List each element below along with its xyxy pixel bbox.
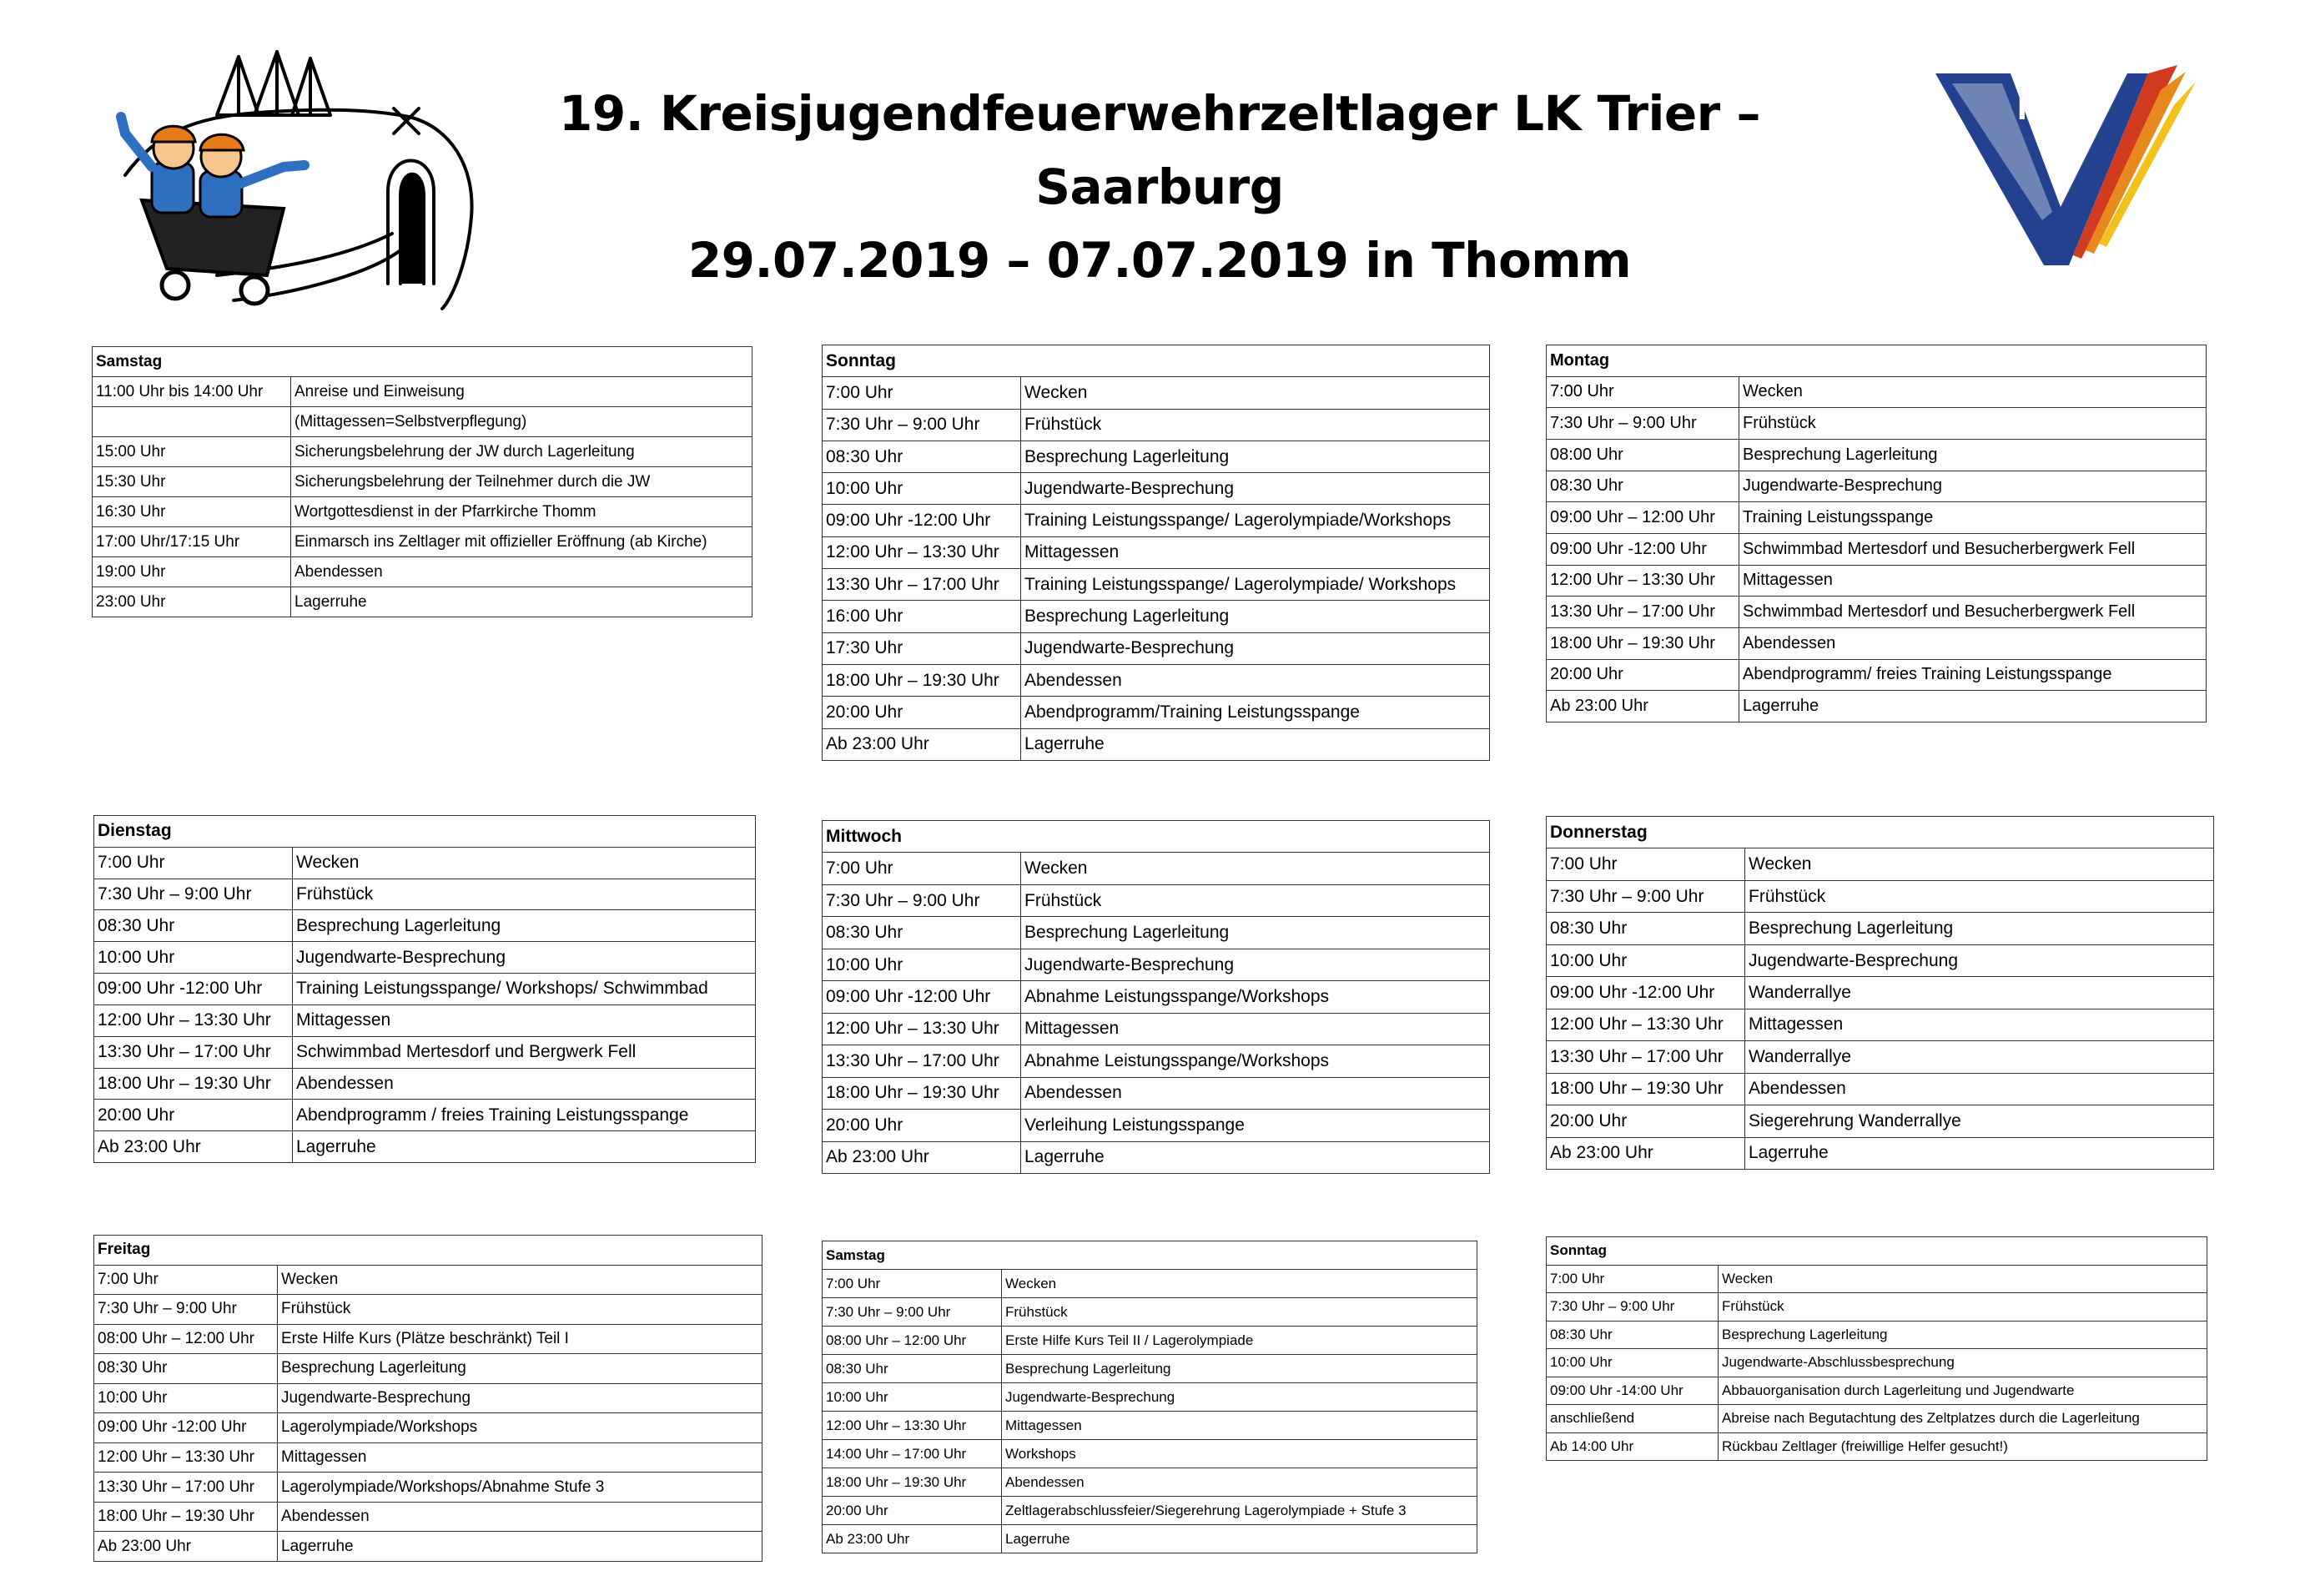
time-cell: 10:00 Uhr (823, 473, 1021, 505)
table-row (823, 1110, 1490, 1141)
time-cell: 08:30 Uhr (823, 1355, 1002, 1383)
table-row (823, 536, 1490, 568)
table-row (1547, 977, 2214, 1009)
day-header-row (94, 816, 756, 848)
table-row (823, 1383, 1477, 1412)
table-row (823, 473, 1490, 505)
table-row (823, 917, 1490, 949)
table-row (1547, 597, 2207, 628)
time-cell: 15:00 Uhr (93, 437, 291, 467)
table-row (1547, 1377, 2207, 1405)
table-row (93, 497, 752, 527)
time-cell: 12:00 Uhr – 13:30 Uhr (1547, 565, 1739, 597)
activity-cell: Abendessen (1002, 1468, 1477, 1497)
activity-cell: Frühstück (293, 879, 756, 910)
title-line-2: 29.07.2019 – 07.07.2019 in Thomm (687, 232, 1632, 289)
table-row (823, 1013, 1490, 1045)
table-row (94, 1036, 756, 1068)
time-cell: 09:00 Uhr -14:00 Uhr (1547, 1377, 1719, 1405)
activity-cell: Wecken (293, 847, 756, 879)
table-row (94, 1100, 756, 1131)
time-cell: 20:00 Uhr (823, 1110, 1021, 1141)
time-cell: 7:30 Uhr – 9:00 Uhr (1547, 408, 1739, 440)
activity-cell: Lagerruhe (1021, 1141, 1490, 1173)
table-row (823, 664, 1490, 696)
activity-cell: Jugendwarte-Besprechung (1021, 632, 1490, 664)
activity-cell: Training Leistungsspange/ Lagerolympiade/Workshops (1021, 505, 1490, 536)
schedule-dienstag (93, 815, 756, 1163)
activity-cell: Wecken (1021, 377, 1490, 409)
table-row (94, 942, 756, 974)
table-row (823, 441, 1490, 472)
time-cell: 08:30 Uhr (94, 1354, 278, 1384)
table-row (1547, 533, 2207, 565)
table-row (94, 847, 756, 879)
time-cell: 12:00 Uhr – 13:30 Uhr (1547, 1009, 1745, 1040)
table-row (94, 1442, 762, 1473)
table-row (94, 910, 756, 942)
time-cell: 7:30 Uhr – 9:00 Uhr (823, 409, 1021, 441)
activity-cell: Besprechung Lagerleitung (293, 910, 756, 942)
activity-cell: Abendessen (1021, 1077, 1490, 1109)
schedule-sonntag-2 (1546, 1236, 2207, 1461)
table-row (93, 527, 752, 557)
time-cell: 20:00 Uhr (94, 1100, 293, 1131)
table-row (823, 1525, 1477, 1553)
table-row (1547, 1432, 2207, 1461)
time-cell: 08:30 Uhr (823, 441, 1021, 472)
day-name: Donnerstag (1547, 817, 2214, 848)
activity-cell: Besprechung Lagerleitung (278, 1354, 762, 1384)
table-row (1547, 1405, 2207, 1433)
time-cell: 08:30 Uhr (1547, 471, 1739, 502)
time-cell: 13:30 Uhr – 17:00 Uhr (823, 1045, 1021, 1077)
activity-cell: Besprechung Lagerleitung (1719, 1321, 2207, 1349)
schedule-montag (1546, 345, 2207, 722)
day-header-row (93, 347, 752, 377)
time-cell: 17:00 Uhr/17:15 Uhr (93, 527, 291, 557)
time-cell: 09:00 Uhr -12:00 Uhr (823, 981, 1021, 1013)
time-cell: 12:00 Uhr – 13:30 Uhr (94, 1442, 278, 1473)
activity-cell: Training Leistungsspange (1739, 502, 2207, 534)
activity-cell: Mittagessen (1021, 536, 1490, 568)
table-row (823, 1327, 1477, 1355)
table-row (1547, 659, 2207, 691)
time-cell: 18:00 Uhr – 19:30 Uhr (1547, 1073, 1745, 1105)
table-row (1547, 1293, 2207, 1322)
table-row (94, 974, 756, 1005)
table-row (823, 1440, 1477, 1468)
schedule-samstag-1 (92, 346, 752, 617)
activity-cell: Abendessen (291, 557, 752, 587)
time-cell: 12:00 Uhr – 13:30 Uhr (94, 1004, 293, 1036)
activity-cell: Abnahme Leistungsspange/Workshops (1021, 1045, 1490, 1077)
table-row (823, 1497, 1477, 1525)
table-row (1547, 627, 2207, 659)
table-row (1547, 376, 2207, 408)
table-row (94, 1004, 756, 1036)
activity-cell: Jugendwarte-Abschlussbesprechung (1719, 1349, 2207, 1377)
day-name: Samstag (93, 347, 752, 377)
time-cell: 18:00 Uhr – 19:30 Uhr (823, 1077, 1021, 1109)
activity-cell: Wecken (1719, 1265, 2207, 1293)
table-row (94, 1532, 762, 1562)
time-cell: 12:00 Uhr – 13:30 Uhr (823, 536, 1021, 568)
activity-cell: Wecken (1739, 376, 2207, 408)
table-row (1547, 1137, 2214, 1169)
activity-cell: Lagerruhe (1745, 1137, 2214, 1169)
time-cell: 08:00 Uhr (1547, 439, 1739, 471)
activity-cell: Erste Hilfe Kurs Teil II / Lagerolympiade (1002, 1327, 1477, 1355)
activity-cell: Wecken (1002, 1270, 1477, 1298)
time-cell: 7:00 Uhr (823, 377, 1021, 409)
schedule-sonntag-1 (822, 345, 1490, 761)
day-name: Freitag (94, 1236, 762, 1266)
table-row (93, 377, 752, 407)
time-cell: 18:00 Uhr – 19:30 Uhr (823, 664, 1021, 696)
time-cell: 23:00 Uhr (93, 587, 291, 617)
activity-cell: Abendessen (278, 1502, 762, 1532)
activity-cell: Sicherungsbelehrung der JW durch Lagerleitung (291, 437, 752, 467)
activity-cell: Erste Hilfe Kurs (Plätze beschränkt) Teil I (278, 1324, 762, 1354)
activity-cell: Frühstück (1745, 880, 2214, 912)
time-cell: 09:00 Uhr -12:00 Uhr (1547, 533, 1739, 565)
kjf-logo (1935, 65, 2202, 265)
table-row (823, 601, 1490, 632)
time-cell: 08:30 Uhr (94, 910, 293, 942)
time-cell: 18:00 Uhr – 19:30 Uhr (823, 1468, 1002, 1497)
table-row (94, 1383, 762, 1413)
table-row (823, 1077, 1490, 1109)
page-title (450, 77, 1869, 297)
time-cell: 13:30 Uhr – 17:00 Uhr (1547, 1041, 1745, 1073)
time-cell: 20:00 Uhr (1547, 1105, 1745, 1137)
table-row (1547, 1349, 2207, 1377)
activity-cell: Jugendwarte-Besprechung (278, 1383, 762, 1413)
day-header-row (823, 345, 1490, 377)
activity-cell: Wanderrallye (1745, 1041, 2214, 1073)
time-cell: 18:00 Uhr – 19:30 Uhr (1547, 627, 1739, 659)
time-cell: 18:00 Uhr – 19:30 Uhr (94, 1502, 278, 1532)
time-cell: Ab 23:00 Uhr (823, 728, 1021, 760)
activity-cell: Zeltlagerabschlussfeier/Siegerehrung Lagerolympiade + Stufe 3 (1002, 1497, 1477, 1525)
time-cell: 15:30 Uhr (93, 467, 291, 497)
activity-cell: Frühstück (1021, 884, 1490, 916)
time-cell: 09:00 Uhr – 12:00 Uhr (1547, 502, 1739, 534)
time-cell: 09:00 Uhr -12:00 Uhr (94, 974, 293, 1005)
day-header-row (94, 1236, 762, 1266)
activity-cell: Lagerruhe (1021, 728, 1490, 760)
activity-cell: Rückbau Zeltlager (freiwillige Helfer gesucht!) (1719, 1432, 2207, 1461)
time-cell: 20:00 Uhr (823, 697, 1021, 728)
zeltlager-logo (92, 50, 484, 317)
activity-cell: Mittagessen (293, 1004, 756, 1036)
time-cell: 16:00 Uhr (823, 601, 1021, 632)
table-row (823, 1141, 1490, 1173)
table-row (94, 1131, 756, 1163)
activity-cell: Frühstück (278, 1295, 762, 1325)
activity-cell: Einmarsch ins Zeltlager mit offizieller Eröffnung (ab Kirche) (291, 527, 752, 557)
time-cell: 08:30 Uhr (1547, 913, 1745, 944)
activity-cell: Mittagessen (1002, 1412, 1477, 1440)
time-cell: 08:00 Uhr – 12:00 Uhr (94, 1324, 278, 1354)
day-header-row (1547, 345, 2207, 377)
activity-cell: Mittagessen (1745, 1009, 2214, 1040)
time-cell: 10:00 Uhr (823, 949, 1021, 980)
time-cell: Ab 23:00 Uhr (1547, 1137, 1745, 1169)
schedule-freitag (93, 1235, 762, 1562)
table-row (1547, 944, 2214, 976)
table-row (1547, 408, 2207, 440)
activity-cell: Besprechung Lagerleitung (1745, 913, 2214, 944)
activity-cell: Frühstück (1021, 409, 1490, 441)
table-row (1547, 565, 2207, 597)
time-cell: Ab 23:00 Uhr (823, 1525, 1002, 1553)
time-cell: 20:00 Uhr (823, 1497, 1002, 1525)
table-row (94, 1295, 762, 1325)
activity-cell: Schwimmbad Mertesdorf und Besucherbergwerk Fell (1739, 533, 2207, 565)
activity-cell: Lagerruhe (293, 1131, 756, 1163)
activity-cell: Sicherungsbelehrung der Teilnehmer durch die JW (291, 467, 752, 497)
activity-cell: Schwimmbad Mertesdorf und Besucherbergwerk Fell (1739, 597, 2207, 628)
table-row (93, 467, 752, 497)
day-header-row (1547, 1237, 2207, 1266)
table-row (823, 1045, 1490, 1077)
activity-cell: Siegerehrung Wanderrallye (1745, 1105, 2214, 1137)
table-row (823, 949, 1490, 980)
time-cell: 7:00 Uhr (94, 1265, 278, 1295)
time-cell: 08:30 Uhr (823, 917, 1021, 949)
activity-cell: Lagerruhe (1002, 1525, 1477, 1553)
time-cell: 13:30 Uhr – 17:00 Uhr (94, 1473, 278, 1503)
time-cell: 13:30 Uhr – 17:00 Uhr (1547, 597, 1739, 628)
table-row (1547, 471, 2207, 502)
time-cell: 09:00 Uhr -12:00 Uhr (94, 1413, 278, 1443)
time-cell: 7:00 Uhr (1547, 1265, 1719, 1293)
time-cell: 7:30 Uhr – 9:00 Uhr (1547, 880, 1745, 912)
time-cell: 10:00 Uhr (94, 942, 293, 974)
activity-cell: Mittagessen (278, 1442, 762, 1473)
time-cell: 12:00 Uhr – 13:30 Uhr (823, 1412, 1002, 1440)
title-line-1: 19. Kreisjugendfeuerwehrzeltlager LK Trier – Saarburg (559, 85, 1760, 215)
day-name: Mittwoch (823, 821, 1490, 853)
activity-cell: Lagerolympiade/Workshops (278, 1413, 762, 1443)
activity-cell: Lagerruhe (278, 1532, 762, 1562)
activity-cell: Training Leistungsspange/ Lagerolympiade/ Workshops (1021, 569, 1490, 601)
table-row (93, 407, 752, 437)
activity-cell: Jugendwarte-Besprechung (1739, 471, 2207, 502)
time-cell: 13:30 Uhr – 17:00 Uhr (823, 569, 1021, 601)
table-row (823, 505, 1490, 536)
table-row (1547, 880, 2214, 912)
time-cell: 7:30 Uhr – 9:00 Uhr (823, 1298, 1002, 1327)
kjf-logo-text: KJF (2017, 88, 2084, 127)
time-cell: 7:00 Uhr (94, 847, 293, 879)
activity-cell: Mittagessen (1739, 565, 2207, 597)
activity-cell: Abendprogramm / freies Training Leistungsspange (293, 1100, 756, 1131)
activity-cell: Frühstück (1002, 1298, 1477, 1327)
time-cell: Ab 23:00 Uhr (94, 1131, 293, 1163)
activity-cell: Schwimmbad Mertesdorf und Bergwerk Fell (293, 1036, 756, 1068)
activity-cell: Lagerruhe (291, 587, 752, 617)
table-row (1547, 1073, 2214, 1105)
time-cell: 11:00 Uhr bis 14:00 Uhr (93, 377, 291, 407)
table-row (93, 557, 752, 587)
table-row (823, 377, 1490, 409)
activity-cell: Wortgottesdienst in der Pfarrkirche Thomm (291, 497, 752, 527)
time-cell: 19:00 Uhr (93, 557, 291, 587)
table-row (1547, 848, 2214, 880)
day-header-row (823, 1241, 1477, 1270)
table-row (1547, 1009, 2214, 1040)
table-row (94, 1413, 762, 1443)
time-cell: 7:00 Uhr (823, 1270, 1002, 1298)
activity-cell: Jugendwarte-Besprechung (1002, 1383, 1477, 1412)
time-cell: 7:00 Uhr (823, 853, 1021, 884)
table-row (94, 1502, 762, 1532)
table-row (93, 437, 752, 467)
table-row (1547, 439, 2207, 471)
time-cell: 10:00 Uhr (823, 1383, 1002, 1412)
table-row (94, 1265, 762, 1295)
activity-cell: Lagerruhe (1739, 691, 2207, 722)
activity-cell: Wecken (278, 1265, 762, 1295)
time-cell: 14:00 Uhr – 17:00 Uhr (823, 1440, 1002, 1468)
activity-cell: Abendessen (293, 1068, 756, 1100)
table-row (1547, 913, 2214, 944)
time-cell: 17:30 Uhr (823, 632, 1021, 664)
activity-cell: Besprechung Lagerleitung (1739, 439, 2207, 471)
table-row (823, 1270, 1477, 1298)
time-cell: 09:00 Uhr -12:00 Uhr (823, 505, 1021, 536)
time-cell: 10:00 Uhr (1547, 1349, 1719, 1377)
table-row (823, 1298, 1477, 1327)
table-row (823, 632, 1490, 664)
schedule-mittwoch (822, 820, 1490, 1174)
time-cell: 10:00 Uhr (94, 1383, 278, 1413)
schedule-donnerstag (1546, 816, 2214, 1170)
activity-cell: Jugendwarte-Besprechung (1021, 473, 1490, 505)
table-row (823, 569, 1490, 601)
schedule-samstag-2 (822, 1241, 1477, 1553)
table-row (823, 1355, 1477, 1383)
time-cell: Ab 23:00 Uhr (1547, 691, 1739, 722)
table-row (823, 884, 1490, 916)
activity-cell: Abendessen (1745, 1073, 2214, 1105)
activity-cell: Besprechung Lagerleitung (1021, 441, 1490, 472)
time-cell: 13:30 Uhr – 17:00 Uhr (94, 1036, 293, 1068)
day-name: Dienstag (94, 816, 756, 848)
table-row (1547, 691, 2207, 722)
activity-cell: Anreise und Einweisung (291, 377, 752, 407)
activity-cell: Frühstück (1719, 1293, 2207, 1322)
activity-cell: Abbauorganisation durch Lagerleitung und Jugendwarte (1719, 1377, 2207, 1405)
activity-cell: Jugendwarte-Besprechung (1021, 949, 1490, 980)
activity-cell: Abendprogramm/ freies Training Leistungsspange (1739, 659, 2207, 691)
activity-cell: Workshops (1002, 1440, 1477, 1468)
time-cell: 7:30 Uhr – 9:00 Uhr (94, 879, 293, 910)
time-cell: 7:30 Uhr – 9:00 Uhr (94, 1295, 278, 1325)
activity-cell: (Mittagessen=Selbstverpflegung) (291, 407, 752, 437)
table-row (823, 1468, 1477, 1497)
activity-cell: Besprechung Lagerleitung (1021, 917, 1490, 949)
activity-cell: Abendprogramm/Training Leistungsspange (1021, 697, 1490, 728)
table-row (1547, 1321, 2207, 1349)
activity-cell: Jugendwarte-Besprechung (293, 942, 756, 974)
activity-cell: Verleihung Leistungsspange (1021, 1110, 1490, 1141)
day-name: Montag (1547, 345, 2207, 377)
activity-cell: Mittagessen (1021, 1013, 1490, 1045)
time-cell (93, 407, 291, 437)
table-row (1547, 502, 2207, 534)
time-cell: Ab 23:00 Uhr (823, 1141, 1021, 1173)
table-row (823, 409, 1490, 441)
activity-cell: Frühstück (1739, 408, 2207, 440)
activity-cell: Abreise nach Begutachtung des Zeltplatzes durch die Lagerleitung (1719, 1405, 2207, 1433)
time-cell: 7:30 Uhr – 9:00 Uhr (823, 884, 1021, 916)
activity-cell: Training Leistungsspange/ Workshops/ Schwimmbad (293, 974, 756, 1005)
table-row (1547, 1041, 2214, 1073)
time-cell: 7:00 Uhr (1547, 376, 1739, 408)
time-cell: 7:30 Uhr – 9:00 Uhr (1547, 1293, 1719, 1322)
time-cell: 16:30 Uhr (93, 497, 291, 527)
time-cell: 09:00 Uhr -12:00 Uhr (1547, 977, 1745, 1009)
activity-cell: Wecken (1745, 848, 2214, 880)
table-row (823, 697, 1490, 728)
day-name: Sonntag (1547, 1237, 2207, 1266)
time-cell: Ab 23:00 Uhr (94, 1532, 278, 1562)
table-row (1547, 1265, 2207, 1293)
table-row (823, 728, 1490, 760)
table-row (94, 1473, 762, 1503)
table-row (823, 981, 1490, 1013)
activity-cell: Jugendwarte-Besprechung (1745, 944, 2214, 976)
table-row (94, 1354, 762, 1384)
table-row (94, 1324, 762, 1354)
table-row (94, 879, 756, 910)
activity-cell: Abendessen (1739, 627, 2207, 659)
activity-cell: Wanderrallye (1745, 977, 2214, 1009)
time-cell: 7:00 Uhr (1547, 848, 1745, 880)
time-cell: 18:00 Uhr – 19:30 Uhr (94, 1068, 293, 1100)
day-header-row (823, 821, 1490, 853)
day-name: Samstag (823, 1241, 1477, 1270)
activity-cell: Wecken (1021, 853, 1490, 884)
table-row (1547, 1105, 2214, 1137)
table-row (94, 1068, 756, 1100)
time-cell: 10:00 Uhr (1547, 944, 1745, 976)
activity-cell: Besprechung Lagerleitung (1021, 601, 1490, 632)
table-row (823, 853, 1490, 884)
time-cell: 08:30 Uhr (1547, 1321, 1719, 1349)
activity-cell: Besprechung Lagerleitung (1002, 1355, 1477, 1383)
activity-cell: Lagerolympiade/Workshops/Abnahme Stufe 3 (278, 1473, 762, 1503)
day-header-row (1547, 817, 2214, 848)
day-name: Sonntag (823, 345, 1490, 377)
time-cell: 12:00 Uhr – 13:30 Uhr (823, 1013, 1021, 1045)
time-cell: 20:00 Uhr (1547, 659, 1739, 691)
table-row (93, 587, 752, 617)
time-cell: Ab 14:00 Uhr (1547, 1432, 1719, 1461)
time-cell: anschließend (1547, 1405, 1719, 1433)
table-row (823, 1412, 1477, 1440)
activity-cell: Abnahme Leistungsspange/Workshops (1021, 981, 1490, 1013)
time-cell: 08:00 Uhr – 12:00 Uhr (823, 1327, 1002, 1355)
activity-cell: Abendessen (1021, 664, 1490, 696)
